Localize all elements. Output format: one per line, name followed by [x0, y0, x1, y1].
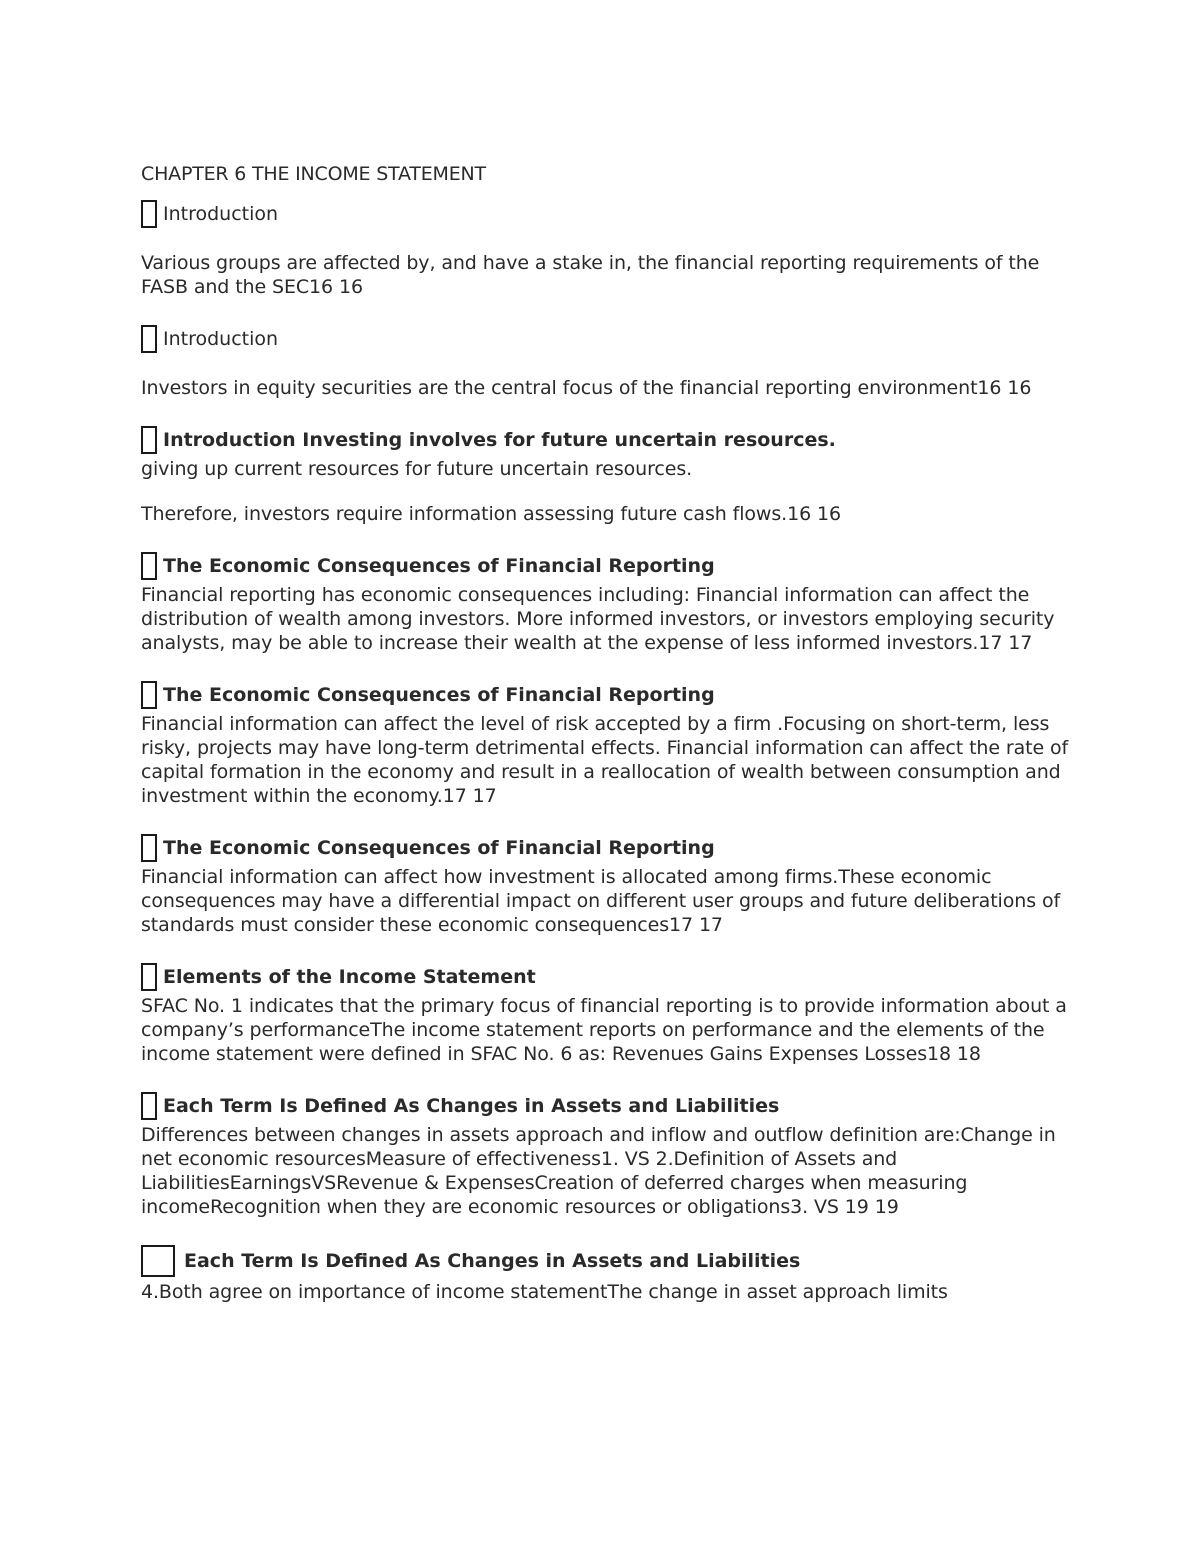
section-heading: [141, 1092, 1071, 1120]
missing-glyph-icon: [141, 834, 157, 862]
section-paragraph: Therefore, investors require information assessing future cash flows.16 16: [141, 503, 841, 525]
section-heading: [141, 1245, 1071, 1277]
section-changes-assets-liabilities-2: [141, 1245, 1071, 1304]
section-paragraph: Investors in equity securities are the central focus of the financial reporting environment16 16: [141, 377, 1032, 399]
missing-glyph-icon: [141, 200, 157, 228]
section-heading: [141, 681, 1071, 709]
section-heading-text: Elements of the Income Statement: [163, 966, 536, 988]
section-heading-text: Introduction Investing involves for future uncertain resources.: [163, 429, 836, 451]
section-changes-assets-liabilities-1: [141, 1092, 1071, 1219]
section-paragraph: 4.Both agree on importance of income statementThe change in asset approach limits: [141, 1281, 948, 1303]
section-introduction-1: [141, 200, 1071, 299]
section-heading: [141, 426, 1071, 454]
section-paragraph: SFAC No. 1 indicates that the primary focus of financial reporting is to provide information about a company’s performanceThe income statement reports on performance and the elements of the income statement were defined in SFAC No. 6 as: Revenues Gains Expenses Losses18 18: [141, 995, 1067, 1065]
missing-glyph-icon: [141, 681, 157, 709]
section-heading-text: Introduction: [163, 203, 279, 225]
missing-glyph-icon: [141, 552, 157, 580]
section-heading-text: Each Term Is Defined As Changes in Assets and Liabilities: [184, 1250, 801, 1272]
missing-glyph-icon: [141, 1245, 175, 1277]
section-elements-income-statement: [141, 963, 1071, 1066]
section-economic-consequences-2: [141, 681, 1071, 808]
missing-glyph-icon: [141, 426, 157, 454]
section-heading-text: The Economic Consequences of Financial Reporting: [163, 684, 715, 706]
section-heading-text: The Economic Consequences of Financial Reporting: [163, 555, 715, 577]
section-heading-text: The Economic Consequences of Financial Reporting: [163, 837, 715, 859]
section-heading-text: Each Term Is Defined As Changes in Assets and Liabilities: [163, 1095, 780, 1117]
section-paragraph: Financial information can affect how investment is allocated among firms.These economic consequences may have a differential impact on different user groups and future deliberations of standards must consider these economic consequences17 17: [141, 866, 1061, 936]
section-paragraph: Various groups are affected by, and have a stake in, the financial reporting requirements of the FASB and the SEC16 16: [141, 252, 1040, 298]
section-paragraph: giving up current resources for future uncertain resources.: [141, 458, 693, 480]
section-paragraph: Financial information can affect the level of risk accepted by a firm .Focusing on short-term, less risky, projects may have long-term detrimental effects. Financial information can affect the rate of capital formation in the economy and result in a reallocation of wealth between consumption and investment within the economy.17 17: [141, 713, 1069, 807]
section-paragraph: Differences between changes in assets approach and inflow and outflow definition are:Change in net economic resourcesMeasure of effectiveness1. VS 2.Definition of Assets and LiabilitiesEarningsVSRevenue & ExpensesCreation of deferred charges when measuring incomeRecognition when they are economic resources or obligations3. VS 19 19: [141, 1124, 1056, 1218]
section-heading-text: Introduction: [163, 328, 279, 350]
section-heading: [141, 963, 1071, 991]
missing-glyph-icon: [141, 325, 157, 353]
section-heading: [141, 552, 1071, 580]
section-introduction-2: [141, 325, 1071, 400]
section-heading: [141, 325, 1071, 353]
missing-glyph-icon: [141, 963, 157, 991]
section-economic-consequences-3: [141, 834, 1071, 937]
document-page: [141, 158, 1071, 1304]
section-heading: [141, 200, 1071, 228]
document-title: CHAPTER 6 THE INCOME STATEMENT: [141, 163, 486, 185]
section-introduction-3: [141, 426, 1071, 526]
section-economic-consequences-1: [141, 552, 1071, 655]
section-heading: [141, 834, 1071, 862]
section-paragraph: Financial reporting has economic consequences including: Financial information can affect the distribution of wealth among investors. More informed investors, or investors employing security analysts, may be able to increase their wealth at the expense of less informed investors.17 17: [141, 584, 1055, 654]
missing-glyph-icon: [141, 1092, 157, 1120]
